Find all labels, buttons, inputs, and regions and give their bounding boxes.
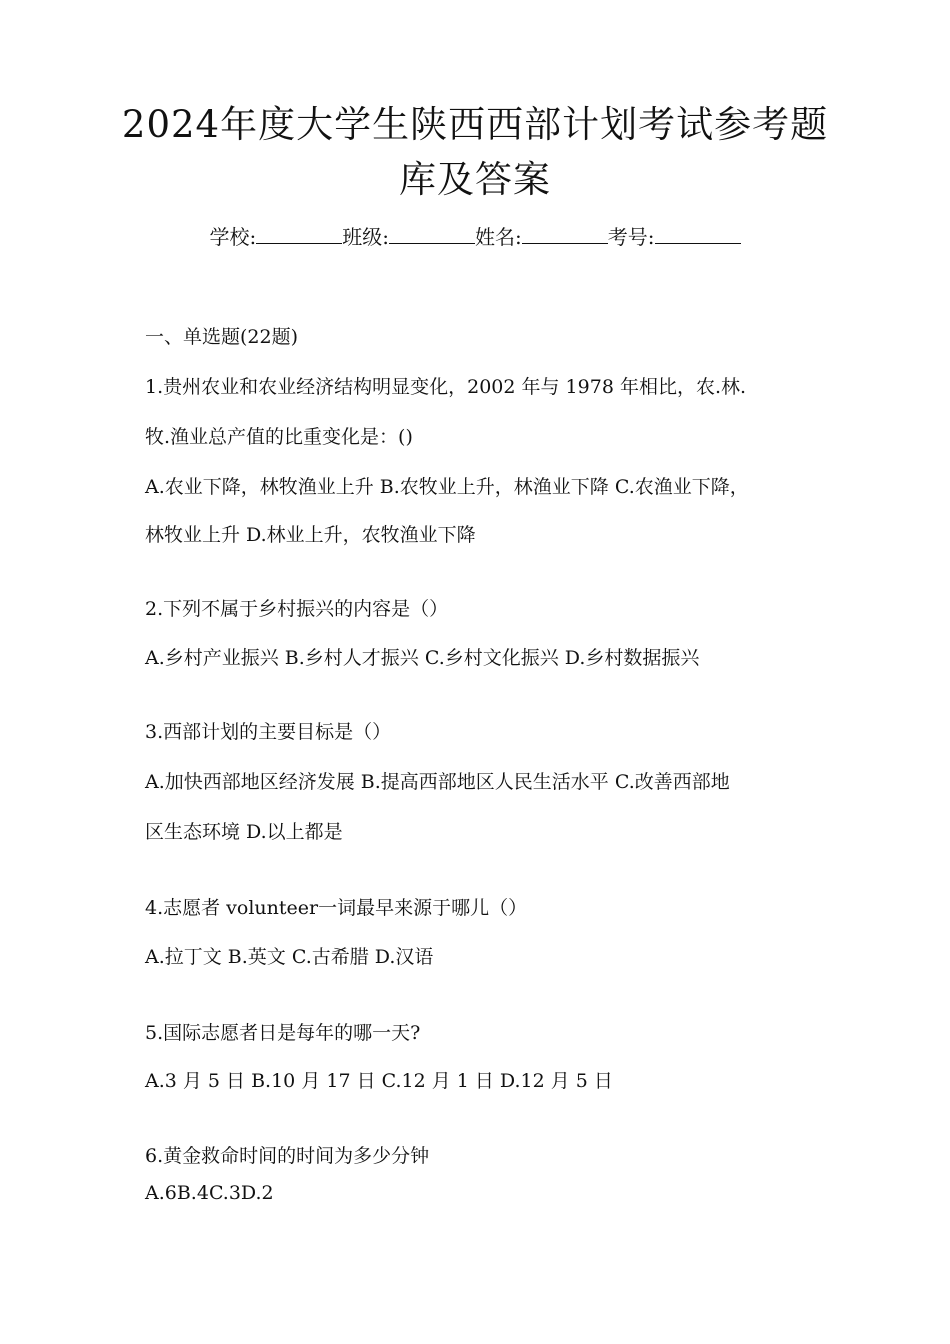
question-4-options: A.拉丁文 B.英文 C.古希腊 D.汉语 — [145, 946, 434, 968]
question-6-stem: 6.黄金救命时间的时间为多少分钟 — [145, 1145, 430, 1167]
class-blank — [389, 223, 475, 244]
question-2-stem: 2.下列不属于乡村振兴的内容是（） — [145, 598, 449, 620]
question-3-options-line-2: 区生态环境 D.以上都是 — [145, 821, 343, 843]
name-label: 姓名: — [475, 225, 522, 249]
school-label: 学校: — [209, 225, 257, 249]
question-3-options-line-1: A.加快西部地区经济发展 B.提高西部地区人民生活水平 C.改善西部地 — [145, 771, 730, 793]
question-2-options: A.乡村产业振兴 B.乡村人才振兴 C.乡村文化振兴 D.乡村数据振兴 — [145, 647, 700, 669]
question-1-stem-line-2: 牧.渔业总产值的比重变化是：() — [145, 426, 413, 448]
name-blank — [522, 223, 608, 244]
document-title-line-2: 库及答案 — [399, 158, 551, 201]
question-3-stem: 3.西部计划的主要目标是（） — [145, 721, 392, 743]
class-label: 班级: — [342, 225, 389, 249]
question-5-stem: 5.国际志愿者日是每年的哪一天? — [145, 1022, 421, 1044]
question-4-stem: 4.志愿者 volunteer一词最早来源于哪儿（） — [145, 897, 528, 919]
document-title-line-1: 2024年度大学生陕西西部计划考试参考题 — [121, 103, 829, 146]
question-1-stem-line-1: 1.贵州农业和农业经济结构明显变化，2002 年与 1978 年相比，农.林. — [145, 376, 747, 398]
number-label: 考号: — [607, 225, 655, 249]
school-blank — [256, 223, 342, 244]
question-1-options-line-2: 林牧业上升 D.林业上升，农牧渔业下降 — [145, 524, 476, 546]
student-info-line — [100, 222, 850, 252]
number-blank — [655, 223, 741, 244]
question-6-options: A.6B.4C.3D.2 — [145, 1182, 274, 1204]
section-heading: 一、单选题(22题) — [145, 326, 299, 348]
question-5-options: A.3 月 5 日 B.10 月 17 日 C.12 月 1 日 D.12 月 5 日 — [145, 1070, 613, 1092]
question-1-options-line-1: A.农业下降，林牧渔业上升 B.农牧业上升，林渔业下降 C.农渔业下降， — [145, 476, 749, 498]
